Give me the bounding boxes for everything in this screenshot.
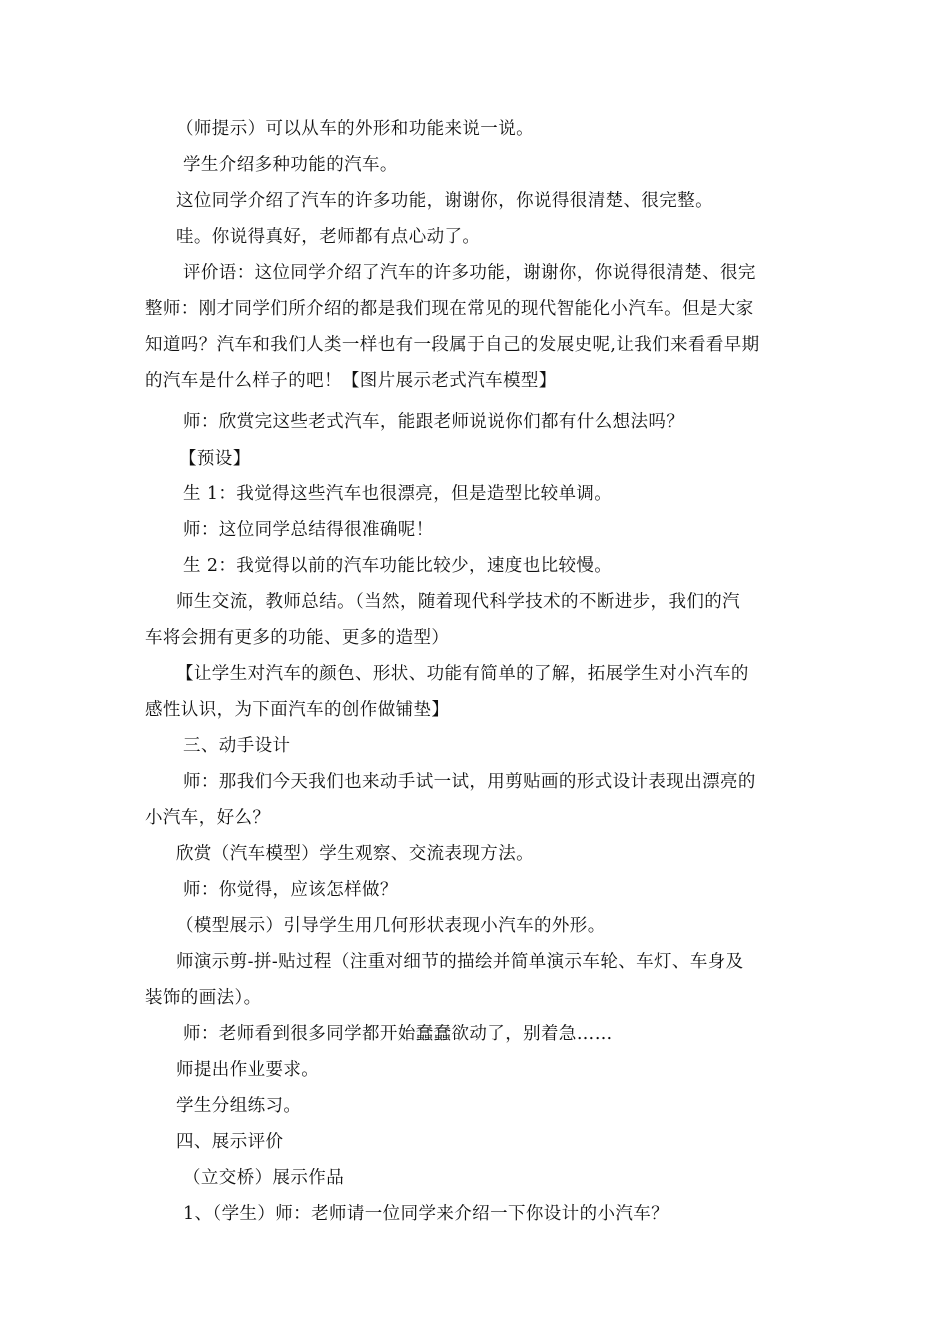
text-line: 整师：刚才同学们所介绍的都是我们现在常见的现代智能化小汽车。但是大家 [145, 299, 754, 319]
text-line: 的汽车是什么样子的吧！【图片展示老式汽车模型】 [145, 371, 557, 391]
text-line: 装饰的画法）。 [145, 988, 262, 1008]
text-line: 小汽车，好么？ [145, 808, 271, 828]
text-line: 师生交流，教师总结。（当然，随着现代科学技术的不断进步，我们的汽 [176, 592, 741, 612]
text-line: 【让学生对汽车的颜色、形状、功能有简单的了解，拓展学生对小汽车的 [176, 664, 749, 684]
text-line: 评价语：这位同学介绍了汽车的许多功能，谢谢你，你说得很清楚、很完 [183, 263, 756, 283]
text-line: 师提出作业要求。 [176, 1060, 320, 1080]
section-heading: 三、动手设计 [183, 736, 291, 756]
text-line: 学生分组练习。 [176, 1096, 302, 1116]
text-line: 师：那我们今天我们也来动手试一试，用剪贴画的形式设计表现出漂亮的 [183, 772, 756, 792]
text-line: 哇。你说得真好，老师都有点心动了。 [176, 227, 481, 247]
text-line: 师：老师看到很多同学都开始蠢蠢欲动了，别着急…… [183, 1024, 613, 1044]
text-line: 知道吗？汽车和我们人类一样也有一段属于自己的发展史呢,让我们来看看早期 [145, 335, 760, 355]
text-line: 生 2：我觉得以前的汽车功能比较少，速度也比较慢。 [183, 556, 613, 576]
text-line: （立交桥）展示作品 [183, 1168, 345, 1188]
text-line: 这位同学介绍了汽车的许多功能，谢谢你，你说得很清楚、很完整。 [176, 191, 713, 211]
text-line: 【预设】 [179, 449, 251, 469]
text-line: 欣赏（汽车模型）学生观察、交流表现方法。 [176, 844, 534, 864]
text-line: 师：你觉得，应该怎样做？ [183, 880, 398, 900]
text-line: 感性认识，为下面汽车的创作做铺垫】 [145, 700, 450, 720]
text-line: 师演示剪-拼-贴过程（注重对细节的描绘并简单演示车轮、车灯、车身及 [176, 952, 744, 972]
text-line: 车将会拥有更多的功能、更多的造型） [145, 628, 450, 648]
text-line: 师：这位同学总结得很准确呢！ [183, 520, 434, 540]
text-line: 学生介绍多种功能的汽车。 [183, 155, 398, 175]
text-line: （师提示）可以从车的外形和功能来说一说。 [176, 119, 534, 139]
section-heading: 四、展示评价 [176, 1132, 284, 1152]
text-line: 生 1：我觉得这些汽车也很漂亮，但是造型比较单调。 [183, 484, 613, 504]
text-line: 1、（学生）师：老师请一位同学来介绍一下你设计的小汽车？ [183, 1204, 670, 1224]
text-line: （模型展示）引导学生用几何形状表现小汽车的外形。 [176, 916, 606, 936]
text-line: 师：欣赏完这些老式汽车，能跟老师说说你们都有什么想法吗？ [183, 412, 685, 432]
